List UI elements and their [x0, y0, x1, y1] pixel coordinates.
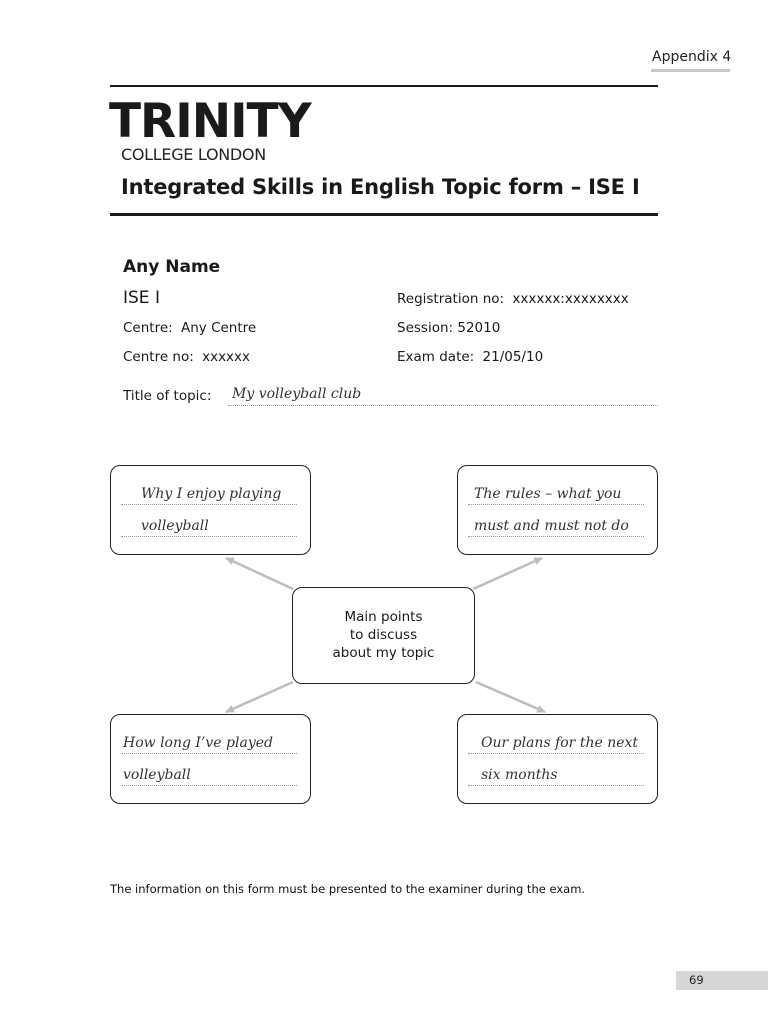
arrow-top-left [226, 558, 293, 589]
box-top-right-line-1: The rules – what you [468, 483, 644, 505]
session-label: Session: [397, 320, 454, 336]
box-bottom-right-line-2: six months [468, 764, 644, 786]
exam-date-label: Exam date: [397, 349, 475, 365]
box-bottom-left-line-2: volleyball [121, 764, 297, 786]
arrow-bottom-left [226, 682, 293, 712]
form-title: Integrated Skills in English Topic form – ISE I [121, 175, 640, 199]
centre-label: Centre: [123, 320, 173, 336]
topic-title-label: Title of topic: [123, 388, 212, 404]
center-line-1: Main points [344, 609, 423, 625]
centre-no-value: xxxxxx [202, 349, 251, 365]
center-line-2: to discuss [349, 627, 418, 643]
box-top-left [110, 465, 311, 555]
page-number: 69 [689, 973, 704, 987]
logo-subtitle: COLLEGE LONDON [121, 145, 266, 164]
candidate-level: ISE I [123, 288, 160, 308]
center-line-3: about my topic [332, 645, 435, 661]
arrow-top-right [473, 558, 542, 589]
exam-date-value: 21/05/10 [482, 349, 544, 365]
box-top-right-line-2: must and must not do [468, 515, 644, 537]
centre-no-label: Centre no: [123, 349, 194, 365]
box-bottom-right [457, 714, 658, 804]
topic-title-value: My volleyball club [232, 386, 362, 402]
centre-value: Any Centre [181, 320, 257, 336]
box-center [292, 587, 475, 684]
box-top-left-line-2: volleyball [121, 515, 297, 537]
box-bottom-left-line-1: How long I’ve played [121, 732, 297, 754]
registration-label: Registration no: [397, 291, 505, 307]
box-top-right [457, 465, 658, 555]
registration-value: xxxxxx:xxxxxxxx [512, 291, 629, 307]
center-text [293, 608, 474, 662]
candidate-name: Any Name [123, 257, 221, 277]
trinity-logo: TRINITY [109, 94, 311, 149]
footer-note: The information on this form must be presented to the examiner during the exam. [110, 882, 586, 896]
appendix-label: Appendix 4 [652, 49, 732, 65]
box-bottom-right-line-1: Our plans for the next [468, 732, 644, 754]
session-value: 52010 [457, 320, 501, 336]
arrow-bottom-right [476, 682, 545, 712]
box-top-left-line-1: Why I enjoy playing [121, 483, 297, 505]
box-bottom-left [110, 714, 311, 804]
